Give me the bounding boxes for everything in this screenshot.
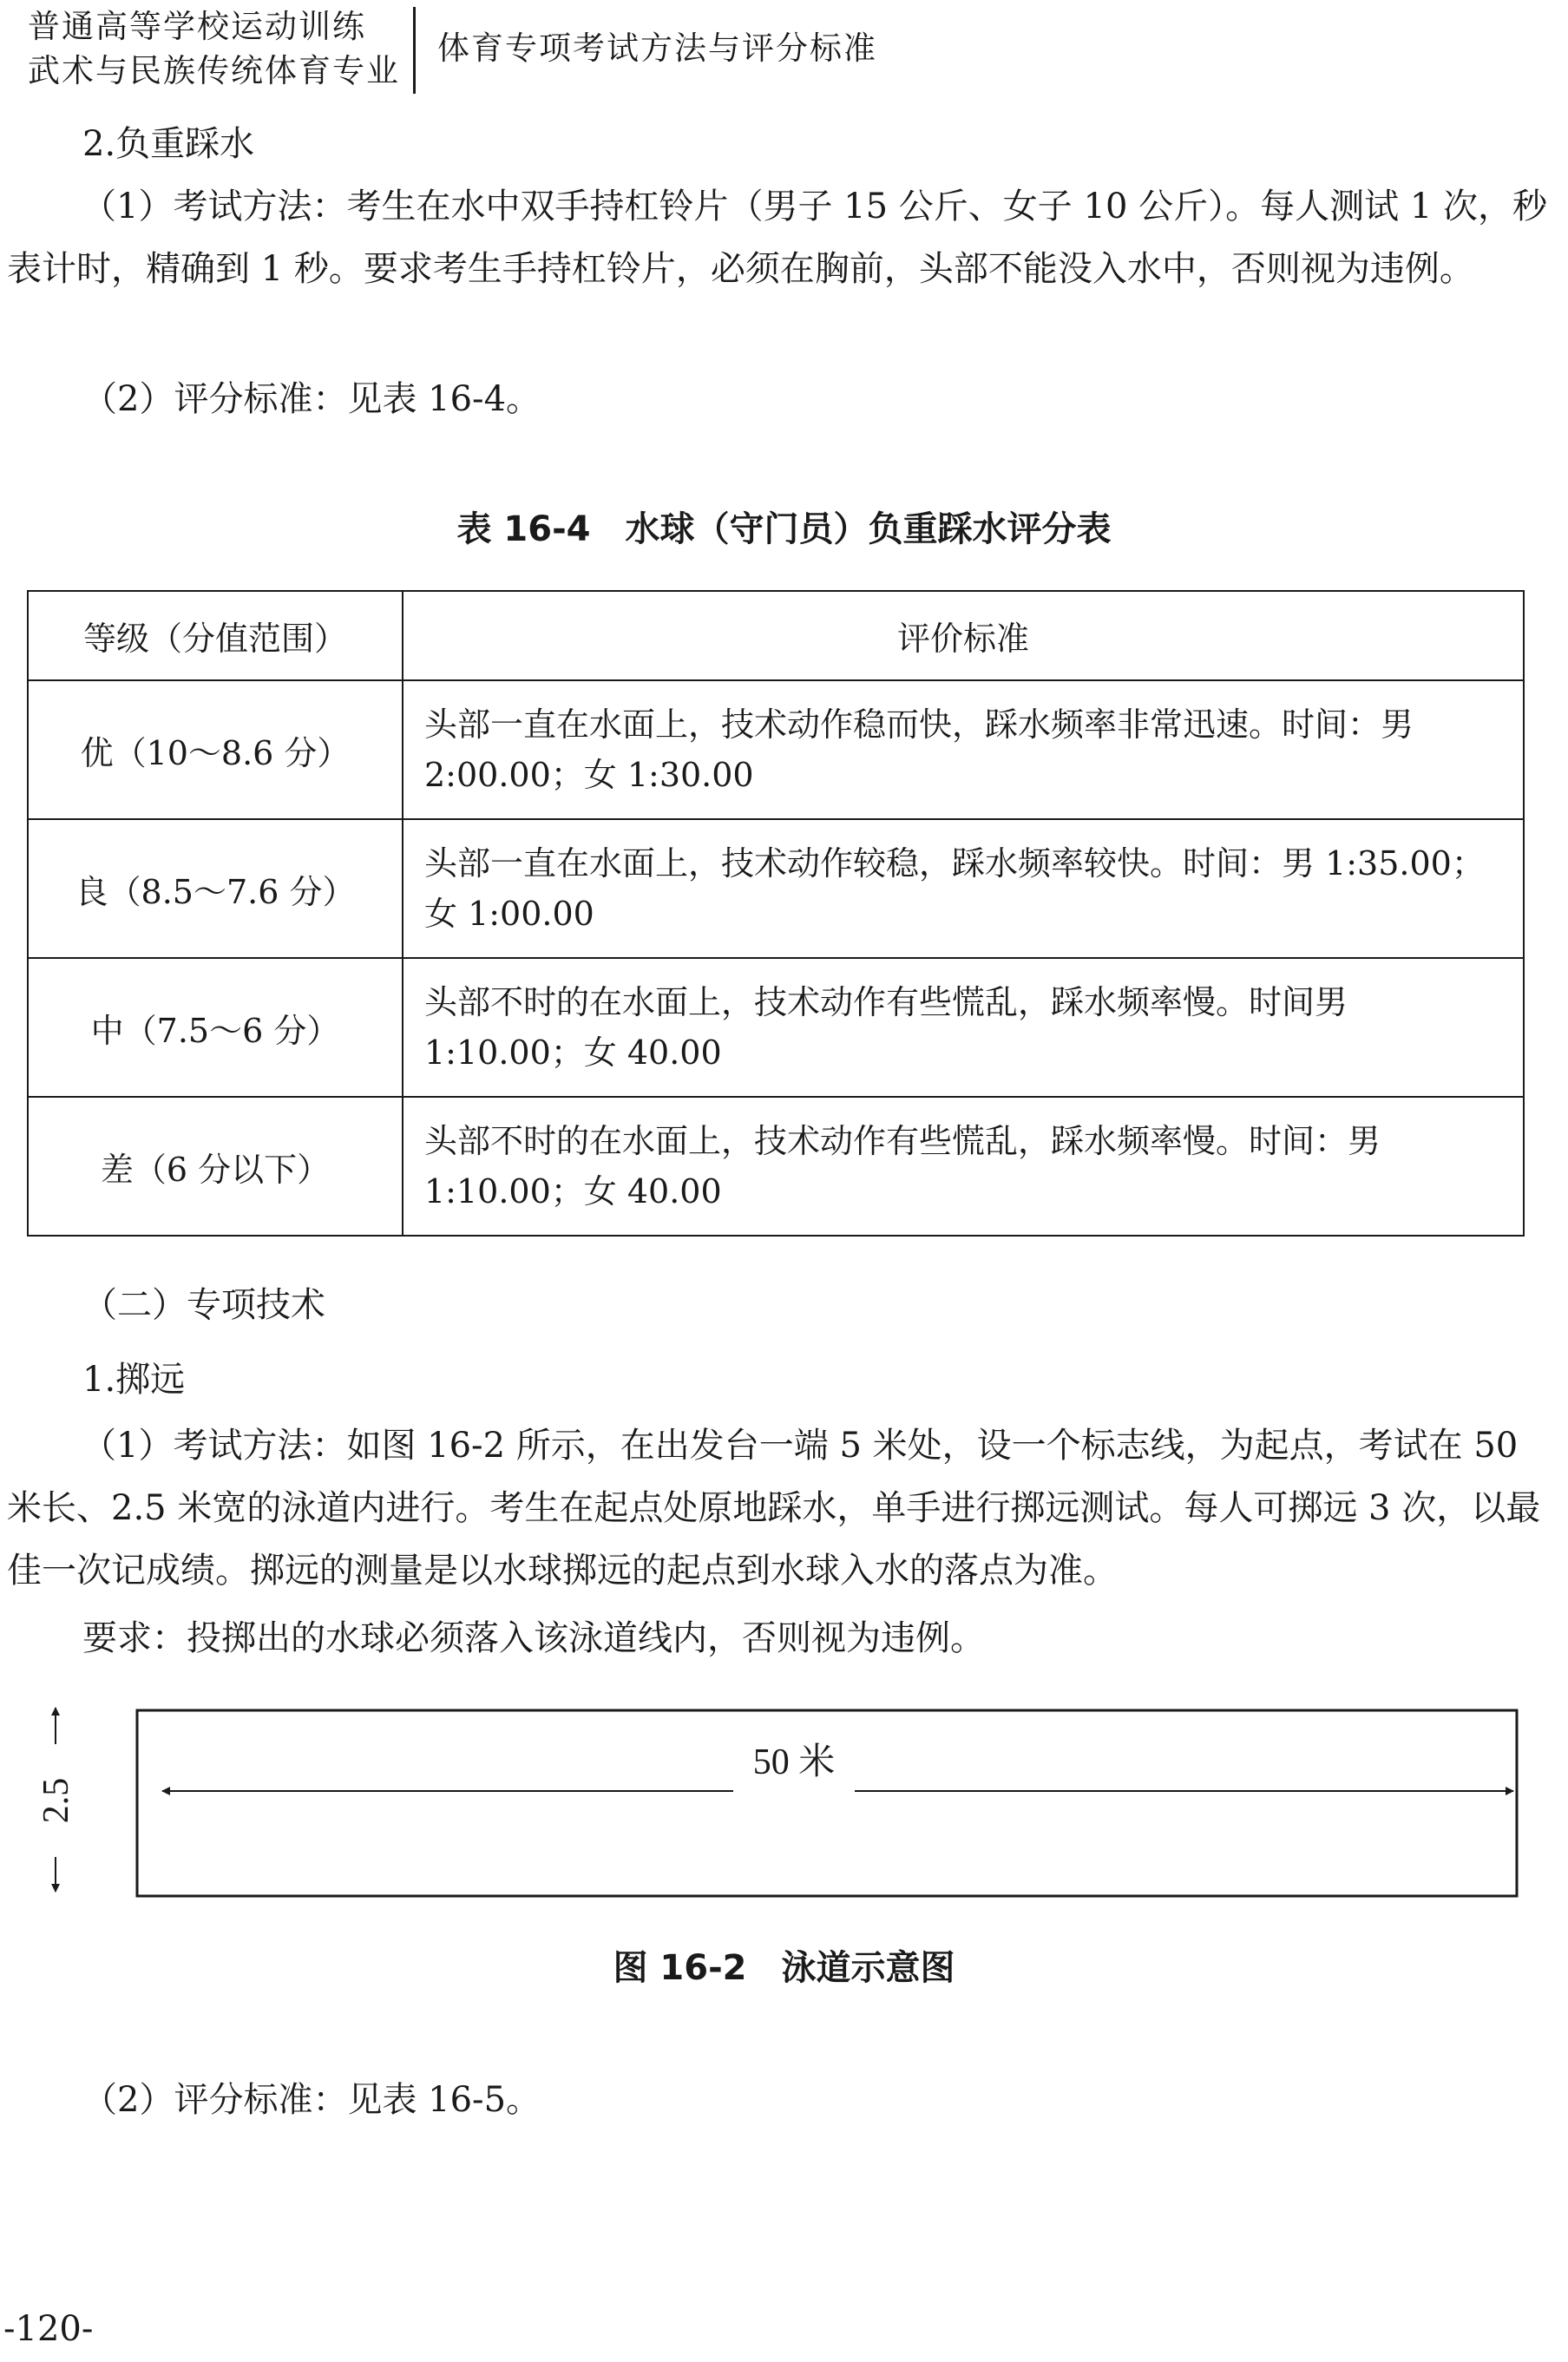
header-divider bbox=[413, 7, 416, 94]
subheading-throw-distance: 1.掷远 bbox=[82, 1360, 186, 1400]
requirement-paragraph: 要求：投掷出的水球必须落入该泳道线内，否则视为违例。 bbox=[82, 1618, 985, 1658]
header-left-line2: 武术与民族传统体育专业 bbox=[28, 52, 400, 89]
lane-diagram bbox=[0, 1683, 1568, 1918]
level-cell: 良（8.5～7.6 分） bbox=[28, 819, 403, 958]
table-row bbox=[28, 958, 1524, 1097]
table-caption: 表 16-4 水球（守门员）负重踩水评分表 bbox=[456, 509, 1112, 549]
table-row bbox=[28, 1097, 1524, 1236]
section-heading-special-skill: （二）专项技术 bbox=[82, 1285, 325, 1325]
header-cell-criteria: 评价标准 bbox=[403, 591, 1524, 680]
header-right-title: 体育专项考试方法与评分标准 bbox=[437, 30, 877, 67]
scoring-paragraph-throw: （2）评分标准：见表 16-5。 bbox=[82, 2080, 541, 2120]
table-header-row bbox=[28, 591, 1524, 680]
lane-outline bbox=[137, 1710, 1517, 1896]
method-paragraph-throw: （1）考试方法：如图 16-2 所示，在出发台一端 5 米处，设一个标志线，为起点，考试在 50 米长、2.5 米宽的泳道内进行。考生在起点处原地踩水，单手进行掷远测试。每人可掷远 3 次，以最佳一次记成绩。掷远的测量是以水球掷远的起点到水球入水的落点为准。 bbox=[7, 1426, 1541, 1591]
level-cell: 优（10～8.6 分） bbox=[28, 680, 403, 819]
criteria-cell: 头部一直在水面上，技术动作稳而快，踩水频率非常迅速。时间：男 2:00.00；女 1:30.00 bbox=[403, 680, 1524, 819]
level-cell: 差（6 分以下） bbox=[28, 1097, 403, 1236]
scoring-paragraph-treading: （2）评分标准：见表 16-4。 bbox=[82, 379, 541, 419]
table-row bbox=[28, 680, 1524, 819]
section-heading-loaded-treading: 2.负重踩水 bbox=[82, 124, 255, 164]
grading-table bbox=[27, 590, 1525, 1237]
header-cell-level: 等级（分值范围） bbox=[28, 591, 403, 680]
level-cell: 中（7.5～6 分） bbox=[28, 958, 403, 1097]
figure-caption: 图 16-2 泳道示意图 bbox=[613, 1948, 955, 1988]
page-number: -120- bbox=[3, 2309, 94, 2349]
criteria-cell: 头部不时的在水面上，技术动作有些慌乱，踩水频率慢。时间：男 1:10.00；女 40.00 bbox=[403, 1097, 1524, 1236]
header-left-line1: 普通高等学校运动训练 bbox=[28, 8, 366, 45]
length-label: 50 米 bbox=[752, 1742, 836, 1782]
criteria-cell: 头部一直在水面上，技术动作较稳，踩水频率较快。时间：男 1:35.00；女 1:00.00 bbox=[403, 819, 1524, 958]
width-label: 2.5 bbox=[36, 1777, 76, 1824]
method-paragraph-treading: （1）考试方法：考生在水中双手持杠铃片（男子 15 公斤、女子 10 公斤）。每人测试 1 次，秒表计时，精确到 1 秒。要求考生手持杠铃片，必须在胸前，头部不能没入水中，否则视为违例。 bbox=[7, 187, 1547, 289]
criteria-cell: 头部不时的在水面上，技术动作有些慌乱，踩水频率慢。时间男 1:10.00；女 40.00 bbox=[403, 958, 1524, 1097]
table-row bbox=[28, 819, 1524, 958]
